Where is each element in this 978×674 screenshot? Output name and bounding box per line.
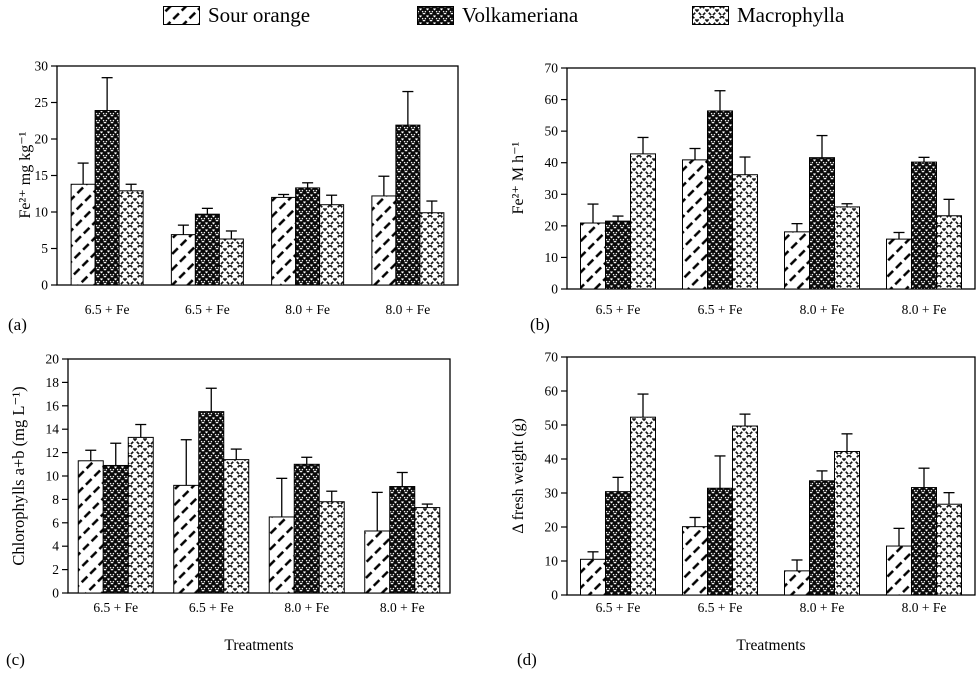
bar-sour-orange-g2	[171, 235, 195, 285]
bar-volkameriana-g3	[810, 481, 835, 595]
y-tick-label: 60	[544, 92, 558, 108]
legend-item-macrophylla	[692, 3, 844, 28]
bar-macrophylla-g3	[319, 502, 344, 593]
bar-macrophylla-g1	[631, 417, 656, 595]
y-tick-label: 10	[544, 249, 558, 265]
y-tick-label: 8	[52, 491, 59, 507]
x-category-label: 8.0 + Fe	[799, 302, 845, 317]
y-tick-label: 40	[544, 451, 558, 467]
bar-sour-orange-g2	[174, 485, 199, 593]
y-tick-label: 0	[551, 281, 558, 297]
x-category-label: 8.0 + Fe	[379, 600, 425, 615]
bar-volkameriana-g4	[396, 125, 420, 285]
bar-volkameriana-g4	[912, 162, 937, 289]
y-tick-label: 5	[41, 241, 48, 256]
y-tick-label: 70	[544, 60, 558, 76]
chart-a	[0, 45, 489, 335]
x-category-label: 6.5 + Fe	[93, 600, 139, 615]
legend-label: Sour orange	[208, 3, 311, 27]
x-category-label: 6.5 + Fe	[595, 600, 641, 615]
y-tick-label: 15	[34, 168, 48, 183]
bar-macrophylla-g2	[224, 460, 249, 593]
bar-macrophylla-g2	[733, 175, 758, 289]
y-tick-label: 0	[52, 585, 59, 601]
bar-volkameriana-g4	[390, 487, 415, 593]
bar-macrophylla-g3	[320, 205, 344, 285]
bar-sour-orange-g3	[272, 197, 296, 285]
bar-sour-orange-g4	[887, 239, 912, 289]
y-tick-label: 20	[544, 218, 558, 234]
bar-volkameriana-g1	[103, 465, 128, 593]
bar-sour-orange-g2	[683, 160, 708, 289]
bar-volkameriana-g1	[606, 221, 631, 289]
bar-macrophylla-g4	[937, 504, 962, 595]
y-tick-label: 14	[45, 421, 59, 437]
panel-letter-b: (b)	[530, 315, 550, 334]
bar-macrophylla-g1	[631, 154, 656, 289]
x-category-label: 6.5 + Fe	[185, 302, 230, 317]
panel-letter-a: (a)	[8, 315, 27, 334]
y-tick-label: 12	[45, 445, 59, 461]
bar-macrophylla-g3	[835, 207, 860, 289]
bar-sour-orange-g1	[71, 184, 95, 285]
x-category-label: 6.5 + Fe	[84, 302, 130, 317]
bar-macrophylla-g2	[733, 426, 758, 595]
y-tick-label: 30	[544, 186, 558, 202]
y-tick-label: 70	[544, 349, 558, 365]
x-category-label: 8.0 + Fe	[284, 600, 330, 615]
y-tick-label: 6	[52, 515, 59, 531]
y-axis-label: Δ fresh weight (g)	[510, 418, 527, 534]
y-tick-label: 50	[544, 417, 558, 433]
legend-item-sour-orange	[163, 3, 310, 28]
bar-volkameriana-g1	[606, 492, 631, 595]
bar-macrophylla-g4	[937, 216, 962, 289]
x-axis-label: Treatments	[224, 637, 294, 654]
y-tick-label: 10	[34, 204, 48, 220]
x-category-label: 8.0 + Fe	[799, 600, 845, 615]
x-category-label: 8.0 + Fe	[901, 302, 947, 317]
bar-macrophylla-g2	[219, 239, 243, 285]
y-axis-label: Chlorophylls a+b (mg L⁻¹)	[9, 386, 28, 566]
chart-d	[489, 345, 978, 674]
y-axis-label: Fe²⁺ M h⁻¹	[510, 141, 527, 215]
bar-macrophylla-g1	[128, 437, 153, 593]
x-category-label: 8.0 + Fe	[285, 302, 330, 317]
bar-macrophylla-g4	[415, 508, 440, 593]
bar-sour-orange-g1	[581, 559, 606, 595]
x-category-label: 6.5 + Fe	[697, 600, 743, 615]
chart-b	[489, 45, 978, 335]
bar-sour-orange-g4	[887, 546, 912, 595]
legend-label: Volkameriana	[462, 3, 579, 27]
bar-volkameriana-g2	[195, 214, 219, 285]
bar-sour-orange-g3	[269, 517, 294, 593]
bar-macrophylla-g3	[835, 452, 860, 595]
legend-swatch-dark-weave-icon	[417, 6, 454, 25]
x-category-label: 6.5 + Fe	[188, 600, 234, 615]
bar-sour-orange-g4	[372, 196, 396, 285]
legend-swatch-cross-hatch-icon	[692, 6, 729, 25]
bar-volkameriana-g3	[294, 464, 319, 593]
legend-item-volkameriana	[417, 3, 578, 28]
y-tick-label: 30	[544, 485, 558, 501]
bar-sour-orange-g3	[785, 232, 810, 289]
bar-sour-orange-g1	[78, 461, 103, 593]
bar-volkameriana-g3	[810, 158, 835, 289]
chart-c	[0, 345, 489, 674]
bar-volkameriana-g3	[296, 188, 320, 285]
panel-letter-c: (c)	[6, 650, 25, 669]
bar-sour-orange-g1	[581, 223, 606, 289]
bar-sour-orange-g3	[785, 571, 810, 595]
y-tick-label: 10	[544, 553, 558, 569]
bar-volkameriana-g2	[708, 111, 733, 289]
y-tick-label: 4	[52, 538, 59, 554]
y-tick-label: 50	[544, 123, 558, 139]
panel-b	[489, 45, 978, 335]
x-axis-label: Treatments	[736, 637, 806, 654]
y-axis-label: Fe²⁺ mg kg⁻¹	[17, 131, 34, 219]
bar-macrophylla-g4	[420, 213, 444, 285]
legend-swatch-diagonal-hatch-icon	[163, 6, 200, 25]
bar-sour-orange-g4	[365, 531, 390, 593]
y-tick-label: 20	[544, 519, 558, 535]
y-tick-label: 30	[34, 58, 48, 74]
panel-d	[489, 345, 978, 674]
y-tick-label: 0	[551, 587, 558, 603]
y-tick-label: 25	[34, 95, 48, 110]
bar-volkameriana-g2	[708, 488, 733, 595]
bar-macrophylla-g1	[119, 191, 143, 285]
panel-letter-d: (d)	[517, 650, 537, 669]
x-category-label: 8.0 + Fe	[385, 302, 431, 317]
panel-c	[0, 345, 489, 674]
panel-a	[0, 45, 489, 335]
y-tick-label: 40	[544, 155, 558, 171]
bar-volkameriana-g1	[95, 111, 119, 285]
y-tick-label: 10	[45, 468, 59, 484]
y-tick-label: 2	[52, 562, 59, 578]
y-tick-label: 20	[45, 351, 59, 367]
y-tick-label: 60	[544, 383, 558, 399]
y-tick-label: 20	[34, 131, 48, 147]
y-tick-label: 18	[45, 374, 59, 390]
bar-sour-orange-g2	[683, 527, 708, 595]
x-category-label: 6.5 + Fe	[595, 302, 641, 317]
bar-volkameriana-g2	[199, 412, 224, 593]
bar-volkameriana-g4	[912, 488, 937, 595]
x-category-label: 8.0 + Fe	[901, 600, 947, 615]
y-tick-label: 0	[41, 277, 48, 293]
legend-label: Macrophylla	[737, 3, 845, 27]
y-tick-label: 16	[45, 398, 59, 414]
x-category-label: 6.5 + Fe	[697, 302, 743, 317]
legend	[0, 0, 978, 42]
